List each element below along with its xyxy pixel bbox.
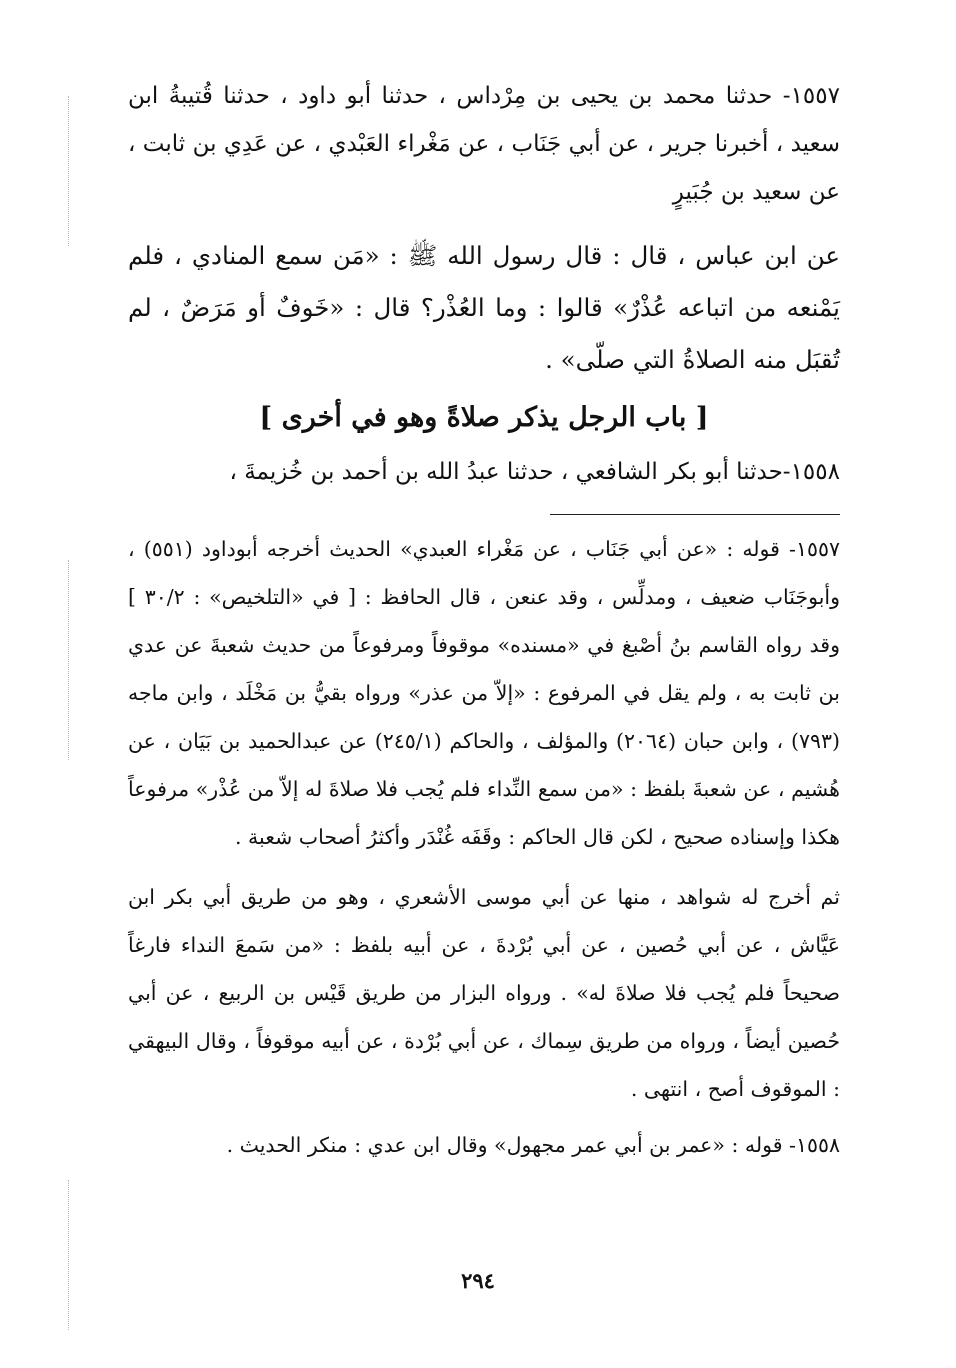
margin-dots-bottom — [68, 1180, 69, 1330]
footnote-separator — [550, 514, 840, 515]
hadith-1558-isnad: ١٥٥٨-حدثنا أبو بكر الشافعي ، حدثنا عبدُ الله بن أحمد بن خُزيمةَ ، — [229, 459, 840, 485]
hadith-1557-isnad: ١٥٥٧- حدثنا محمد بن يحيى بن مِرْداس ، حدثنا أبو داود ، حدثنا قُتيبةُ ابن سعيد ، أخبرنا جرير ، عن أبي جَنَاب ، عن مَغْراء العَبْدي ، عن عَدِي بن ثابت ، عن سعيد بن جُبَيرٍ — [128, 83, 840, 205]
hadith-1557-matn: عن ابن عباس ، قال : قال رسول الله ﷺ : «مَن سمع المنادي ، فلم يَمْنعه من اتباعه عُذْرٌ» قالوا : وما العُذْر؟ قال : «خَوفٌ أو مَرَضٌ ، لم تُقبَل منه الصلاةُ التي صلّى» . — [128, 241, 840, 374]
spacer — [128, 861, 840, 873]
footnote-1557-continued: ثم أخرج له شواهد ، منها عن أبي موسى الأشعري ، وهو من طريق أبي بكر ابن عَيَّاش ، عن أبي حُصين ، عن أبي بُرْدةَ ، عن أبيه بلفظ : «من سَمعَ النداء فارغاً صحيحاً فلم يُجب فلا صلاةَ له» . ورواه البزار من طريق قَيْس بن الربيع ، عن أبي حُصين أيضاً ، ورواه من طريق سِماك ، عن أبي بُرْدة ، عن أبيه موقوفاً ، وقال البيهقي : الموقوف أصح ، انتهى . — [128, 885, 840, 1101]
spacer — [128, 1113, 840, 1121]
footnote-1557: ١٥٥٧- قوله : «عن أبي جَنَاب ، عن مَغْراء العبدي» الحديث أخرجه أبوداود (٥٥١) ، وأبوجَنَاب ضعيف ، ومدلِّس ، وقد عنعن ، قال الحافظ : [ في «التلخيص» : ٣٠/٢ ] وقد رواه القاسم بنُ أصْبغ في «مسنده» موقوفاً ومرفوعاً من حديث شعبةَ عن عدي بن ثابت به ، ولم يقل في المرفوع : «إلاّ من عذر» ورواه بقيُّ بن مَخْلَد ، وابن ماجه (٧٩٣) ، وابن حبان (٢٠٦٤) والمؤلف ، والحاكم (٢٤٥/١) عن عبدالحميد بن بَيَان ، عن هُشيم ، عن شعبةَ بلفظ : «من سمع النِّداء فلم يُجب فلا صلاةَ له إلاّ من عُذْر» مرفوعاً هكذا وإسناده صحيح ، لكن قال الحاكم : وقَفَه غُنْدَر وأكثرُ أصحاب شعبة . — [128, 537, 841, 849]
page-content — [128, 72, 840, 1169]
margin-dots-top — [68, 96, 69, 246]
footnote-1558: ١٥٥٨- قوله : «عمر بن أبي عمر مجهول» وقال ابن عدي : منكر الحديث . — [226, 1133, 840, 1157]
page-number: ٢٩٤ — [461, 1268, 495, 1293]
margin-dots-middle — [68, 560, 69, 760]
spacer — [128, 216, 840, 230]
chapter-heading: [ باب الرجل يذكر صلاةً وهو في أخرى ] — [259, 402, 709, 433]
